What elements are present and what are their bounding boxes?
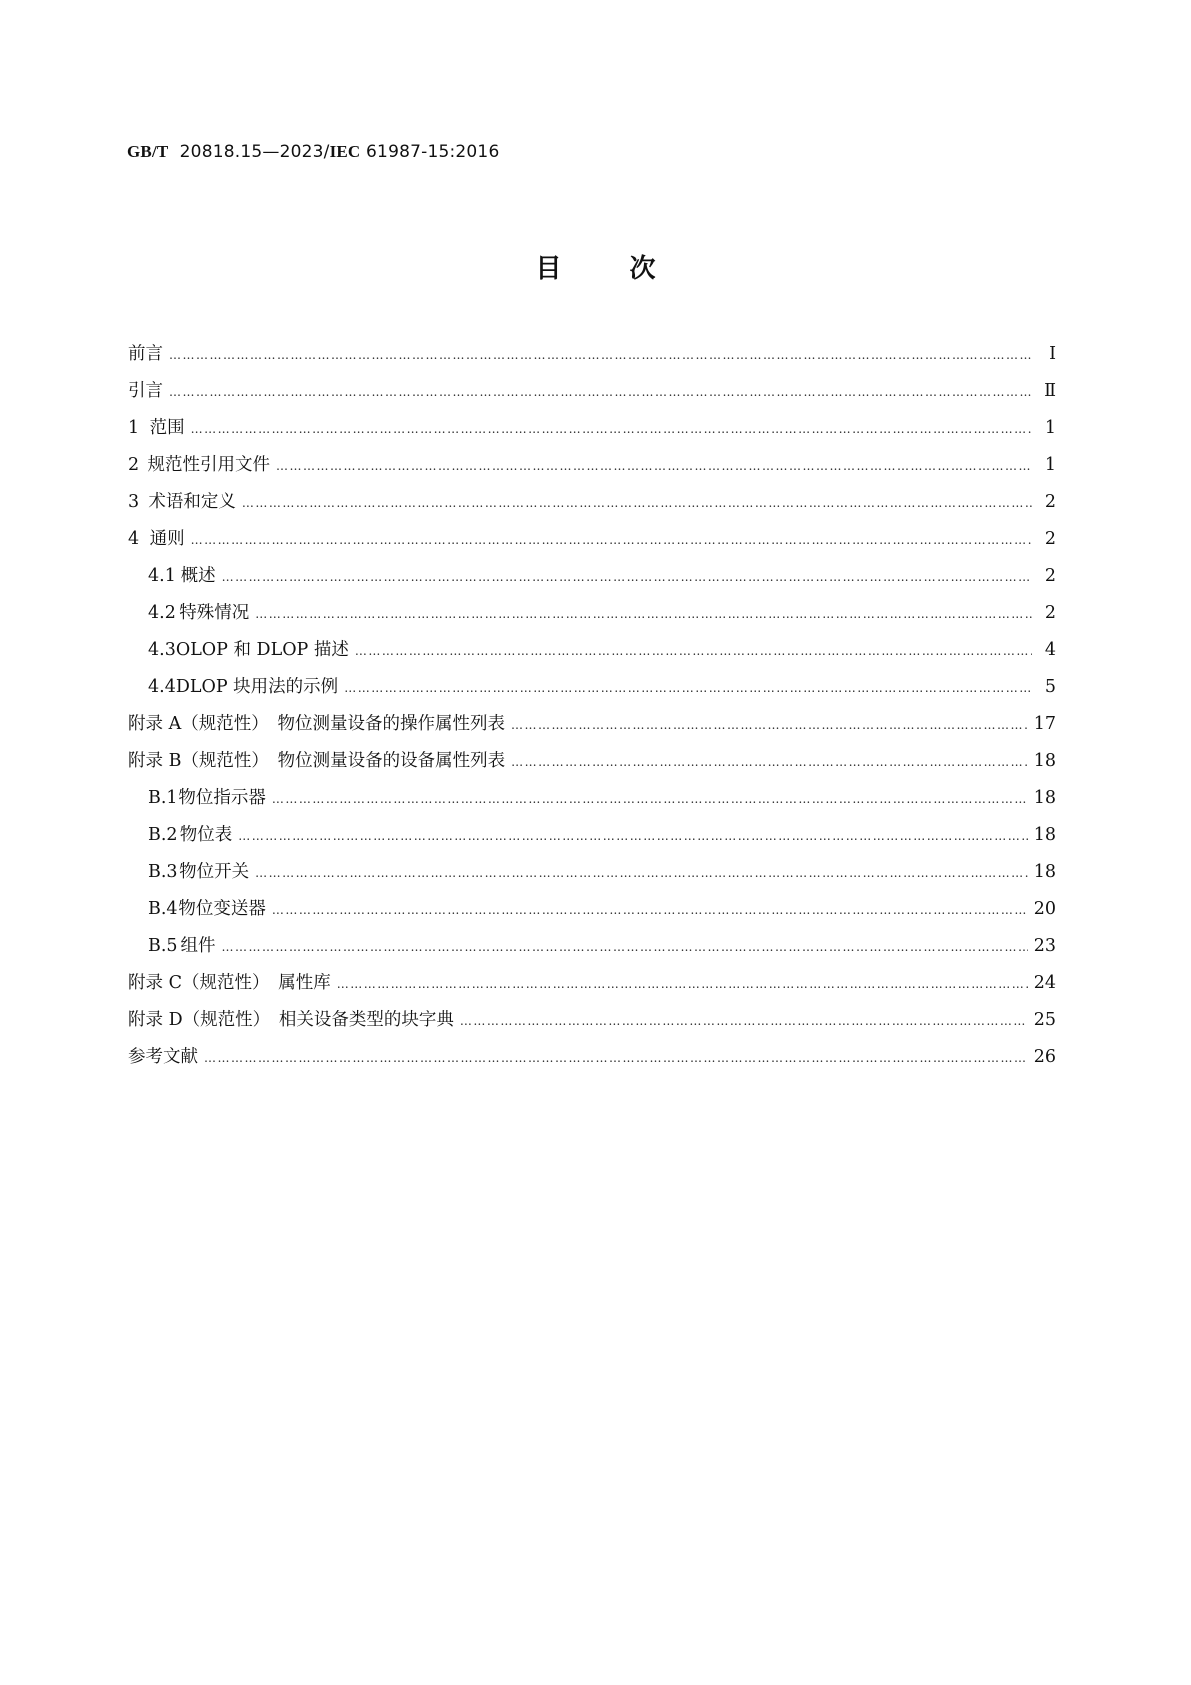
- toc-entry-number: 4.2: [148, 603, 176, 623]
- dot-leader: [344, 681, 1032, 695]
- dot-leader: [222, 570, 1032, 584]
- dot-leader: [242, 496, 1032, 510]
- toc-entry-page: 18: [1033, 751, 1056, 771]
- iec-code: IEC: [329, 142, 361, 161]
- dot-leader: [511, 718, 1028, 732]
- toc-entry-label: 特殊情况: [179, 603, 250, 623]
- toc-entry[interactable]: [128, 414, 1056, 451]
- toc-entry-label: 参考文献: [128, 1047, 198, 1067]
- toc-entry[interactable]: [128, 525, 1056, 562]
- toc-entry-number: B.3: [148, 862, 178, 882]
- toc-entry-page: 2: [1044, 492, 1056, 512]
- dot-leader: [276, 459, 1032, 473]
- toc-entry[interactable]: [128, 895, 1056, 932]
- toc-entry-label: 组件: [180, 936, 216, 956]
- toc-entry-page: 26: [1033, 1047, 1056, 1067]
- standard-number: 20818.15—2023/: [179, 142, 330, 162]
- toc-entry[interactable]: [128, 340, 1056, 377]
- dot-leader: [169, 385, 1032, 399]
- toc-entry[interactable]: [128, 673, 1056, 710]
- toc-entry-page: 5: [1044, 677, 1056, 697]
- toc-entry-label: 物位开关: [179, 862, 250, 882]
- toc-entry[interactable]: [128, 821, 1056, 858]
- toc-entry-number: 4.3: [148, 640, 176, 660]
- toc-entry-page: 1: [1044, 418, 1056, 438]
- dot-leader: [238, 829, 1027, 843]
- toc-entry-number: B.5: [148, 936, 178, 956]
- dot-leader: [255, 607, 1032, 621]
- standard-code: GB/T: [127, 142, 169, 161]
- title-char: 目: [535, 254, 562, 284]
- toc-entry[interactable]: [128, 488, 1056, 525]
- toc-entry-page: 17: [1033, 714, 1056, 734]
- dot-leader: [255, 866, 1028, 880]
- toc-entry[interactable]: [128, 636, 1056, 673]
- toc-entry-number: 3: [128, 492, 140, 512]
- toc-entry-label: 物位变送器: [178, 899, 266, 919]
- toc-entry[interactable]: [128, 710, 1056, 747]
- dot-leader: [272, 792, 1028, 806]
- toc-entry-page: 1: [1044, 455, 1056, 475]
- toc-entry-page: 18: [1033, 862, 1056, 882]
- dot-leader: [511, 755, 1028, 769]
- toc-entry-label: 概述: [180, 566, 216, 586]
- toc-entry-label: 术语和定义: [148, 492, 236, 512]
- toc-entry-number: B.4: [148, 899, 178, 919]
- toc-entry-label: 通则: [149, 529, 185, 549]
- toc-entry[interactable]: [128, 747, 1056, 784]
- toc-entry[interactable]: [128, 562, 1056, 599]
- toc-entry-page: 20: [1033, 899, 1056, 919]
- iec-number: 61987-15:2016: [366, 142, 500, 162]
- toc-entry-page: 18: [1033, 788, 1056, 808]
- toc-entry-page: 23: [1033, 936, 1056, 956]
- toc-entry-number: 2: [128, 455, 140, 475]
- toc-entry[interactable]: [128, 451, 1056, 488]
- toc-entry-page: 24: [1033, 973, 1056, 993]
- toc-entry-number: 1: [128, 418, 140, 438]
- toc-entry-page: Ⅱ: [1044, 381, 1056, 401]
- toc-entry-label: 范围: [149, 418, 185, 438]
- toc-entry-label: 附录 B（规范性） 物位测量设备的设备属性列表: [128, 751, 506, 771]
- toc-entry-label: 附录 C（规范性） 属性库: [128, 973, 331, 993]
- toc-entry-page: 25: [1033, 1010, 1056, 1030]
- toc-entry-label: 引言: [128, 381, 163, 401]
- toc-entry-label: 附录 A（规范性） 物位测量设备的操作属性列表: [128, 714, 505, 734]
- table-of-contents: [128, 340, 1056, 1080]
- dot-leader: [204, 1051, 1028, 1065]
- toc-entry-label: 规范性引用文件: [147, 455, 270, 475]
- title-char: 次: [629, 254, 656, 284]
- toc-entry-number: B.2: [148, 825, 178, 845]
- toc-entry[interactable]: [128, 969, 1056, 1006]
- toc-entry-label: 物位指示器: [178, 788, 266, 808]
- toc-entry[interactable]: [128, 1043, 1056, 1080]
- toc-entry[interactable]: [128, 599, 1056, 636]
- toc-entry-label: OLOP 和 DLOP 描述: [175, 640, 349, 660]
- toc-entry-page: 2: [1044, 603, 1056, 623]
- toc-entry-page: 2: [1044, 529, 1056, 549]
- toc-entry-number: 4: [128, 529, 140, 549]
- dot-leader: [272, 903, 1028, 917]
- toc-entry-number: 4.1: [148, 566, 176, 586]
- toc-entry-page: 18: [1033, 825, 1056, 845]
- document-header: [127, 142, 499, 162]
- toc-entry-page: Ⅰ: [1049, 344, 1056, 364]
- dot-leader: [337, 977, 1028, 991]
- toc-entry[interactable]: [128, 784, 1056, 821]
- dot-leader: [191, 422, 1032, 436]
- toc-entry-number: B.1: [148, 788, 178, 808]
- toc-entry[interactable]: [128, 377, 1056, 414]
- toc-entry-label: 附录 D（规范性） 相关设备类型的块字典: [128, 1010, 454, 1030]
- toc-entry-label: 物位表: [179, 825, 233, 845]
- toc-entry[interactable]: [128, 1006, 1056, 1043]
- toc-entry-label: DLOP 块用法的示例: [175, 677, 339, 697]
- dot-leader: [460, 1014, 1028, 1028]
- dot-leader: [355, 644, 1032, 658]
- toc-entry-page: 4: [1044, 640, 1056, 660]
- toc-entry-label: 前言: [128, 344, 163, 364]
- toc-entry-number: 4.4: [148, 677, 176, 697]
- page-title: [0, 248, 1191, 285]
- toc-entry[interactable]: [128, 932, 1056, 969]
- toc-entry[interactable]: [128, 858, 1056, 895]
- toc-entry-page: 2: [1044, 566, 1056, 586]
- dot-leader: [221, 940, 1027, 954]
- dot-leader: [191, 533, 1032, 547]
- dot-leader: [169, 348, 1032, 362]
